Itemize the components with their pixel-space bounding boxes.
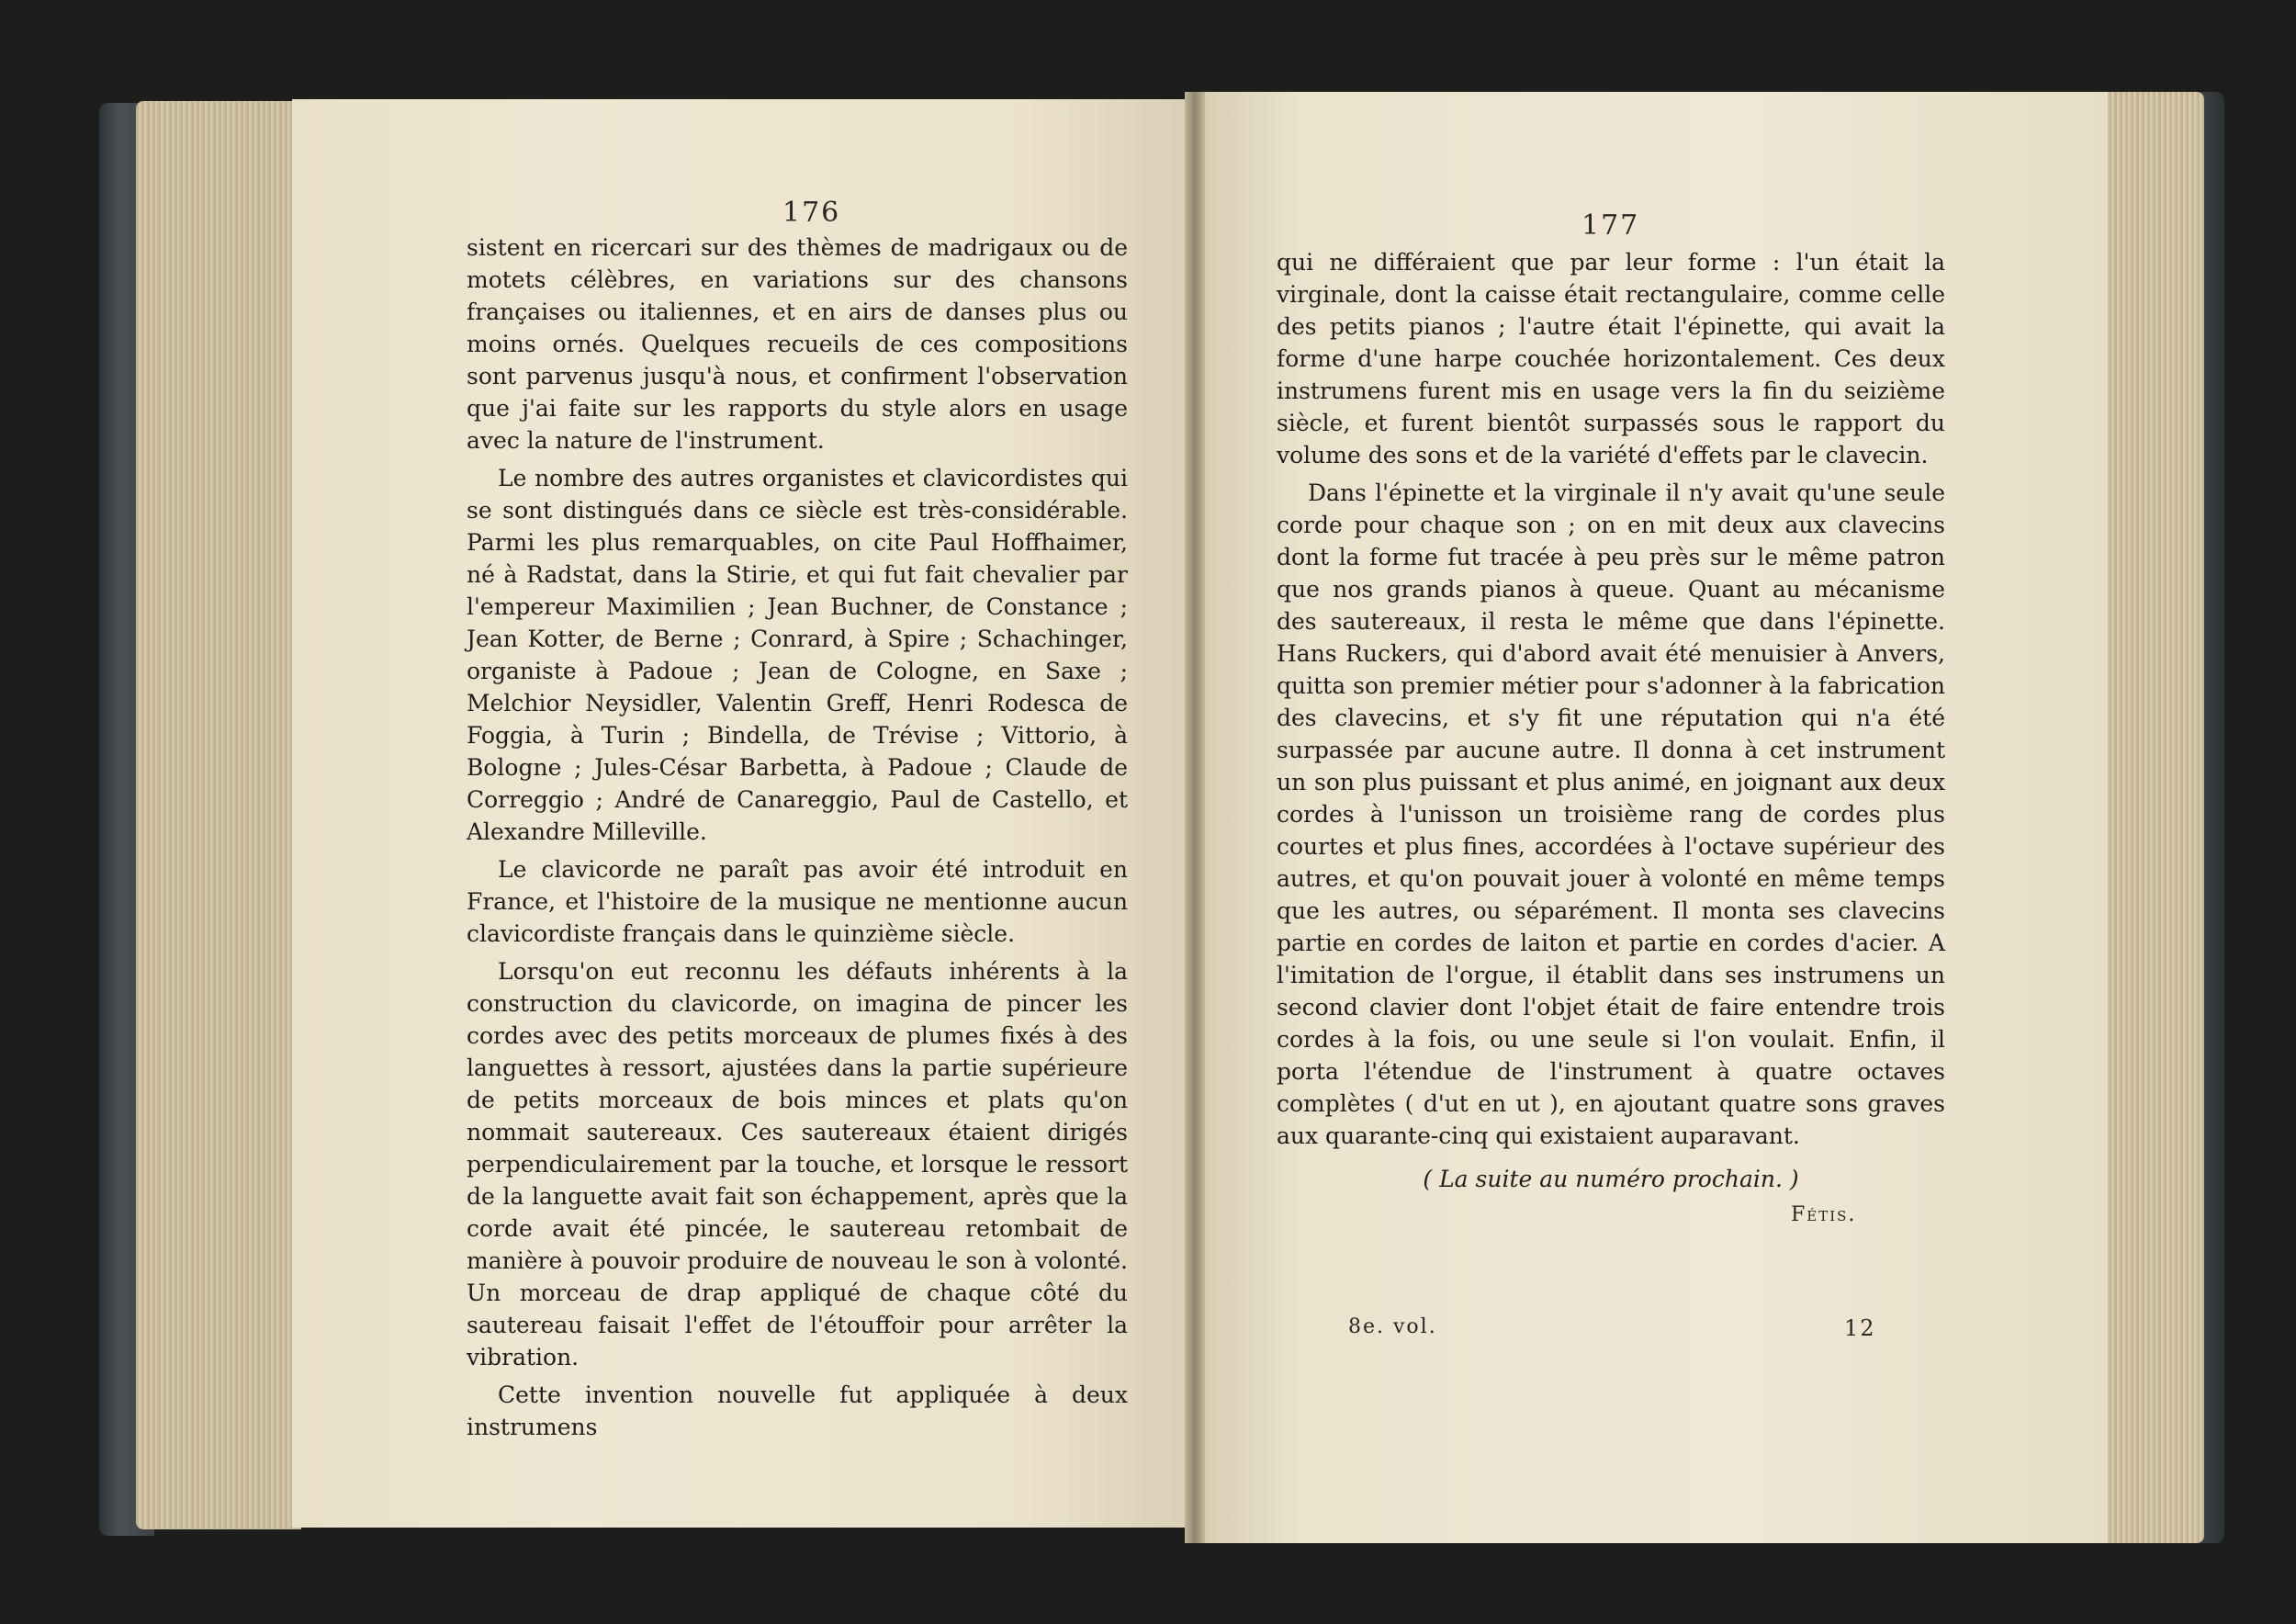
sheet-number: 12 (1844, 1315, 1876, 1341)
right-page-edges (2103, 92, 2204, 1543)
author-signature: Fétis. (1791, 1203, 1857, 1226)
left-page-number: 176 (782, 197, 841, 229)
right-page-text (1277, 246, 1945, 1195)
book-gutter (1185, 92, 1205, 1543)
paragraph: sistent en ricercari sur des thèmes de madrigaux ou de motets célèbres, en variations sur des chansons françaises ou italiennes, et en airs de danses plus ou moins ornés. Quelques recueils de ces compositions sont parvenus jusqu'à nous, et confirment l'observation que j'ai faite sur les rapports du style alors en usage avec la nature de l'instrument. (467, 234, 1128, 454)
paragraph: Le clavicorde ne paraît pas avoir été introduit en France, et l'histoire de la musique ne mentionne aucun clavicordiste français dans le quinzième siècle. (467, 856, 1128, 947)
paragraph: qui ne différaient que par leur forme : l'un était la virginale, dont la caisse était rectangulaire, comme celle des petits pianos ; l'autre était l'épinette, qui avait la forme d'une harpe couchée horizontalement. Ces deux instrumens furent mis en usage vers la fin du seizième siècle, et furent bientôt surpassés sous le rapport du volume des sons et de la variété d'effets par le clavecin. (1277, 249, 1945, 468)
signature-mark: 8e. vol. (1348, 1315, 1437, 1338)
paragraph: Le nombre des autres organistes et clavicordistes qui se sont distingués dans ce siècle est très-considérable. Parmi les plus remarquables, on cite Paul Hoffhaimer, né à Radstat, dans la Stirie, et qui fut fait chevalier par l'empereur Maximilien ; Jean Buchner, de Constance ; Jean Kotter, de Berne ; Conrard, à Spire ; Schachinger, organiste à Padoue ; Jean de Cologne, en Saxe ; Melchior Neysidler, Valentin Greff, Henri Rodesca de Foggia, à Turin ; Bindella, de Trévise ; Vittorio, à Bologne ; Jules-César Barbetta, à Padoue ; Claude de Correggio ; André de Canareggio, Paul de Castello, et Alexandre Milleville. (467, 465, 1128, 845)
paragraph: Cette invention nouvelle fut appliquée à deux instrumens (467, 1382, 1128, 1440)
left-page-edges (136, 101, 301, 1529)
paragraph: Dans l'épinette et la virginale il n'y avait qu'une seule corde pour chaque son ; on en mit deux aux clavecins dont la forme fut tracée à peu près sur le même patron que nos grands pianos à queue. Quant au mécanisme des sautereaux, il resta le même que dans l'épinette. Hans Ruckers, qui d'abord avait été menuisier à Anvers, quitta son premier métier pour s'adonner à la fabrication des clavecins, et s'y fit une réputation qui n'a été surpassée par aucune autre. Il donna à cet instrument un son plus puissant et plus animé, en joignant aux deux cordes à l'unisson un troisième rang de cordes plus courtes et plus fines, accordées à l'octave supérieur des autres, et qu'on pouvait jouer à volonté en même temps que les autres, ou séparément. Il monta ses clavecins partie en cordes de laiton et partie en cordes d'acier. A l'imitation de l'orgue, il établit dans ses instrumens un second clavier dont l'objet était de faire entendre trois cordes à la fois, ou une seule si l'on voulait. Enfin, il porta l'étendue de l'instrument à quatre octaves complètes ( d'ut en ut ), en ajoutant quatre sons graves aux quarante-cinq qui existaient auparavant. (1277, 479, 1945, 1149)
left-page-text (467, 231, 1128, 1443)
right-page-number: 177 (1581, 209, 1640, 242)
continuation-note: ( La suite au numéro prochain. ) (1423, 1166, 1799, 1192)
paragraph: Lorsqu'on eut reconnu les défauts inhérents à la construction du clavicorde, on imagina de pincer les cordes avec des petits morceaux de plumes fixés à des languettes à ressort, ajustées dans la partie supérieure de petits morceaux de bois minces et plats qu'on nommait sautereaux. Ces sautereaux étaient dirigés perpendiculairement par la touche, et lorsque le ressort de la languette avait fait son échappement, après que la corde avait été pincée, le sautereau retombait de manière à pouvoir produire de nouveau le son à volonté. Un morceau de drap appliqué de chaque côté du sautereau faisait l'effet de l'étouffoir pour arrêter la vibration. (467, 958, 1128, 1370)
